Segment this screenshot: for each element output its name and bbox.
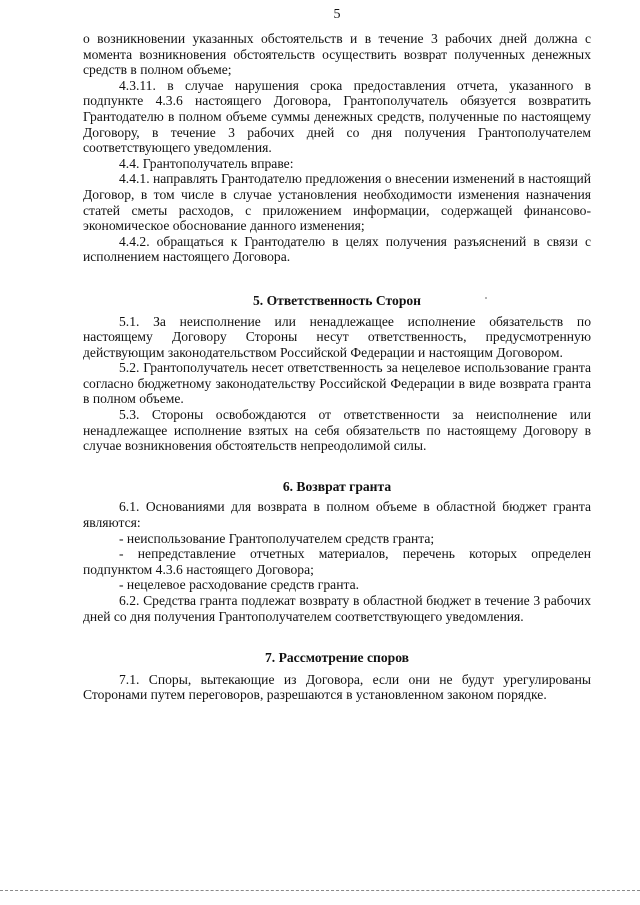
section-6-heading: 6. Возврат гранта: [282, 478, 392, 494]
clause-5-2: 5.2. Грантополучатель несет ответственность за нецелевое использование гранта согласно бюджетному законодательству Российской Федерации в виде возврата гранта в полном объеме.: [83, 360, 591, 407]
clause-5-1: 5.1. За неисполнение или ненадлежащее исполнение обязательств по настоящему Договору Стороны несут ответственность, предусмотренную действующим законодательством Российской Федерации и настоящим Договором.: [83, 313, 591, 360]
document-body: [83, 31, 591, 703]
page-number: 5: [333, 7, 341, 22]
clause-6-2: 6.2. Средства гранта подлежат возврату в областной бюджет в течение 3 рабочих дней со дня получения Грантополучателем соответствующего уведомления.: [83, 593, 591, 624]
paragraph-continuation: о возникновении указанных обстоятельств и в течение 3 рабочих дней должна с момента возникновения обстоятельств осуществить возврат полученных денежных средств в полном объеме;: [83, 31, 591, 78]
section-5-heading: 5. Ответственность Сторон: [252, 292, 422, 308]
clause-7-1: 7.1. Споры, вытекающие из Договора, если они не будут урегулированы Сторонами путем переговоров, разрешаются в установленном законом порядке.: [83, 671, 591, 703]
scan-speck: [485, 297, 487, 299]
clause-5-3: 5.3. Стороны освобождаются от ответственности за неисполнение или ненадлежащее исполнение взятых на себя обязательств по настоящему Договору в случае возникновения обстоятельств непреодолимой силы.: [83, 407, 591, 454]
list-item-nonuse: - неиспользование Грантополучателем средств гранта;: [119, 530, 435, 546]
clause-6-1: 6.1. Основаниями для возврата в полном объеме в областной бюджет гранта являются:: [83, 499, 591, 531]
clause-4-3-11: 4.3.11. в случае нарушения срока предоставления отчета, указанного в подпункте 4.3.6 настоящего Договора, Грантополучатель обязуется возвратить Грантодателю в полном объеме суммы денежных средств, полученные по настоящему Договору, в течение 3 рабочих дней со дня получения Грантополучателем соответствующего уведомления.: [83, 77, 591, 156]
clause-4-4: 4.4. Грантополучатель вправе:: [119, 155, 294, 171]
list-item-no-reports: - непредставление отчетных материалов, перечень которых определен подпунктом 4.3.6 настоящего Договора;: [83, 546, 591, 577]
section-7-heading: 7. Рассмотрение споров: [264, 650, 409, 666]
clause-4-4-1: 4.4.1. направлять Грантодателю предложения о внесении изменений в настоящий Договор, в том числе в случае установления необходимости изменения назначения статей сметы расходов, с приложением информации, содержащей финансово-экономическое обоснование данного изменения;: [83, 171, 591, 234]
list-item-misuse: - нецелевое расходование средств гранта.: [119, 577, 360, 593]
clause-4-4-2: 4.4.2. обращаться к Грантодателю в целях получения разъяснений в связи с исполнением настоящего Договора.: [83, 233, 591, 265]
scan-edge-line: [0, 890, 640, 891]
